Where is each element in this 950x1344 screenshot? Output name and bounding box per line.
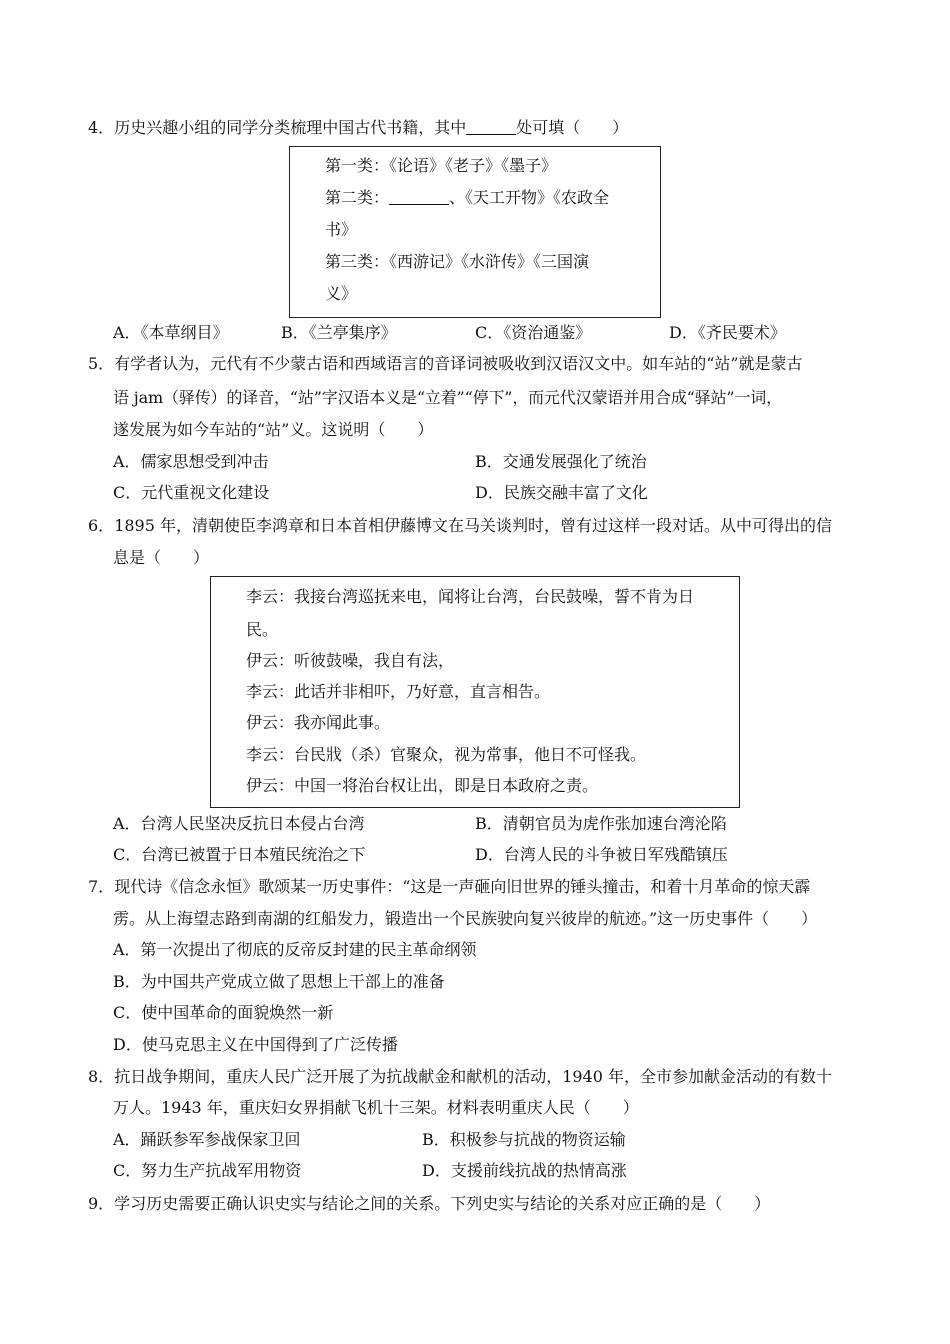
material-line: 义》 <box>325 284 358 303</box>
question-number: 8． <box>88 1067 115 1086</box>
dialogue-line: 李云：台民戕（杀）官聚众，视为常事，他日不可怪我。 <box>246 745 647 764</box>
option-c[interactable]: C．元代重视文化建设 <box>113 483 270 502</box>
option-d[interactable]: D．支援前线抗战的热情高涨 <box>422 1161 627 1180</box>
option-c[interactable]: C．努力生产抗战军用物资 <box>113 1161 302 1180</box>
dialogue-line: 伊云：中国一将治台权让出，即是日本政府之责。 <box>246 776 599 795</box>
answer-blank <box>466 118 516 135</box>
question-number: 7． <box>88 877 115 896</box>
dialogue-line: 伊云：我亦闻此事。 <box>246 713 391 732</box>
dialogue-line: 李云：此话并非相吓，乃好意，直言相告。 <box>246 682 551 701</box>
question-stem: 抗日战争期间，重庆人民广泛开展了为抗战献金和献机的活动，1940 年，全市参加献金活动的有数十 <box>114 1067 832 1086</box>
material-line: 书》 <box>325 220 358 239</box>
option-a[interactable]: A．《本草纲目》 <box>113 323 229 342</box>
option-c[interactable]: C．台湾已被置于日本殖民统治之下 <box>113 845 366 864</box>
option-b[interactable]: B．积极参与抗战的物资运输 <box>422 1130 626 1149</box>
question-8 <box>88 1066 832 1088</box>
question-number: 4． <box>88 118 115 137</box>
question-stem: 现代诗《信念永恒》歌颂某一历史事件：“这是一声砸向旧世界的锤头撞击，和着十月革命的惊天霹 <box>114 877 811 896</box>
dialogue-line: 伊云：听彼鼓噪，我自有法， <box>246 651 455 670</box>
question-stem: 有学者认为，元代有不少蒙古语和西域语言的音译词被吸收到汉语汉文中。如车站的“站”就是蒙古 <box>114 354 803 373</box>
dialogue-line: 李云：我接台湾巡抚来电，闻将让台湾，台民鼓噪，誓不肯为日 <box>246 587 695 606</box>
material-line: 第二类： 、《天工开物》《农政全 <box>325 188 610 207</box>
option-d[interactable]: D．《齐民要术》 <box>669 323 786 342</box>
question-stem: 学习历史需要正确认识史实与结论之间的关系。下列史实与结论的关系对应正确的是（ ） <box>114 1194 771 1213</box>
question-number: 6． <box>88 516 115 535</box>
option-b[interactable]: B．《兰亭集序》 <box>281 323 397 342</box>
question-7 <box>88 876 810 898</box>
material-line: 第三类：《西游记》《水浒传》《三国演 <box>325 252 590 271</box>
question-6 <box>88 515 832 537</box>
material-line: 第一类：《论语》《老子》《墨子》 <box>325 156 558 175</box>
answer-blank <box>389 188 449 205</box>
option-a[interactable]: A．踊跃参军参战保家卫回 <box>113 1130 301 1149</box>
question-stem: 息是（ ） <box>113 548 210 567</box>
question-5 <box>88 353 803 375</box>
option-a[interactable]: A．第一次提出了彻底的反帝反封建的民主革命纲领 <box>113 940 477 959</box>
option-d[interactable]: D．台湾人民的斗争被日军残酷镇压 <box>475 845 728 864</box>
question-stem: 历史兴趣小组的同学分类梳理中国古代书籍，其中 <box>114 118 467 137</box>
question-number: 9． <box>88 1194 115 1213</box>
option-d[interactable]: D．民族交融丰富了文化 <box>475 483 648 502</box>
dialogue-line: 民。 <box>246 620 279 639</box>
question-stem: 万人。1943 年，重庆妇女界捐献飞机十三架。材料表明重庆人民（ ） <box>113 1098 639 1117</box>
question-stem: 遂发展为如今车站的“站”义。这说明（ ） <box>113 420 434 439</box>
question-stem: 雳。从上海望志路到南湖的红船发力，锻造出一个民族驶向复兴彼岸的航迹。”这一历史事件（ ） <box>113 909 818 928</box>
question-stem: 1895 年，清朝使臣李鸿章和日本首相伊藤博文在马关谈判时，曾有过这样一段对话。从中可得出的信 <box>114 516 832 535</box>
option-b[interactable]: B．交通发展强化了统治 <box>475 452 647 471</box>
option-a[interactable]: A．台湾人民坚决反抗日本侵占台湾 <box>113 814 365 833</box>
option-b[interactable]: B．清朝官员为虎作张加速台湾沦陷 <box>475 814 727 833</box>
option-b[interactable]: B．为中国共产党成立做了思想上干部上的准备 <box>113 972 445 991</box>
option-c[interactable]: C．《资治通鉴》 <box>475 323 592 342</box>
question-stem: 语 jam（驿传）的译音，“站”字汉语本义是“立着”“停下”，而元代汉蒙语并用合成“驿站”一词， <box>113 388 782 407</box>
question-number: 5． <box>88 354 115 373</box>
option-a[interactable]: A．儒家思想受到冲击 <box>113 452 269 471</box>
question-stem: 处可填（ ） <box>516 118 629 137</box>
option-d[interactable]: D．使马克思主义在中国得到了广泛传播 <box>113 1035 398 1054</box>
question-4 <box>88 117 628 139</box>
question-9 <box>88 1193 770 1215</box>
option-c[interactable]: C．使中国革命的面貌焕然一新 <box>113 1003 334 1022</box>
